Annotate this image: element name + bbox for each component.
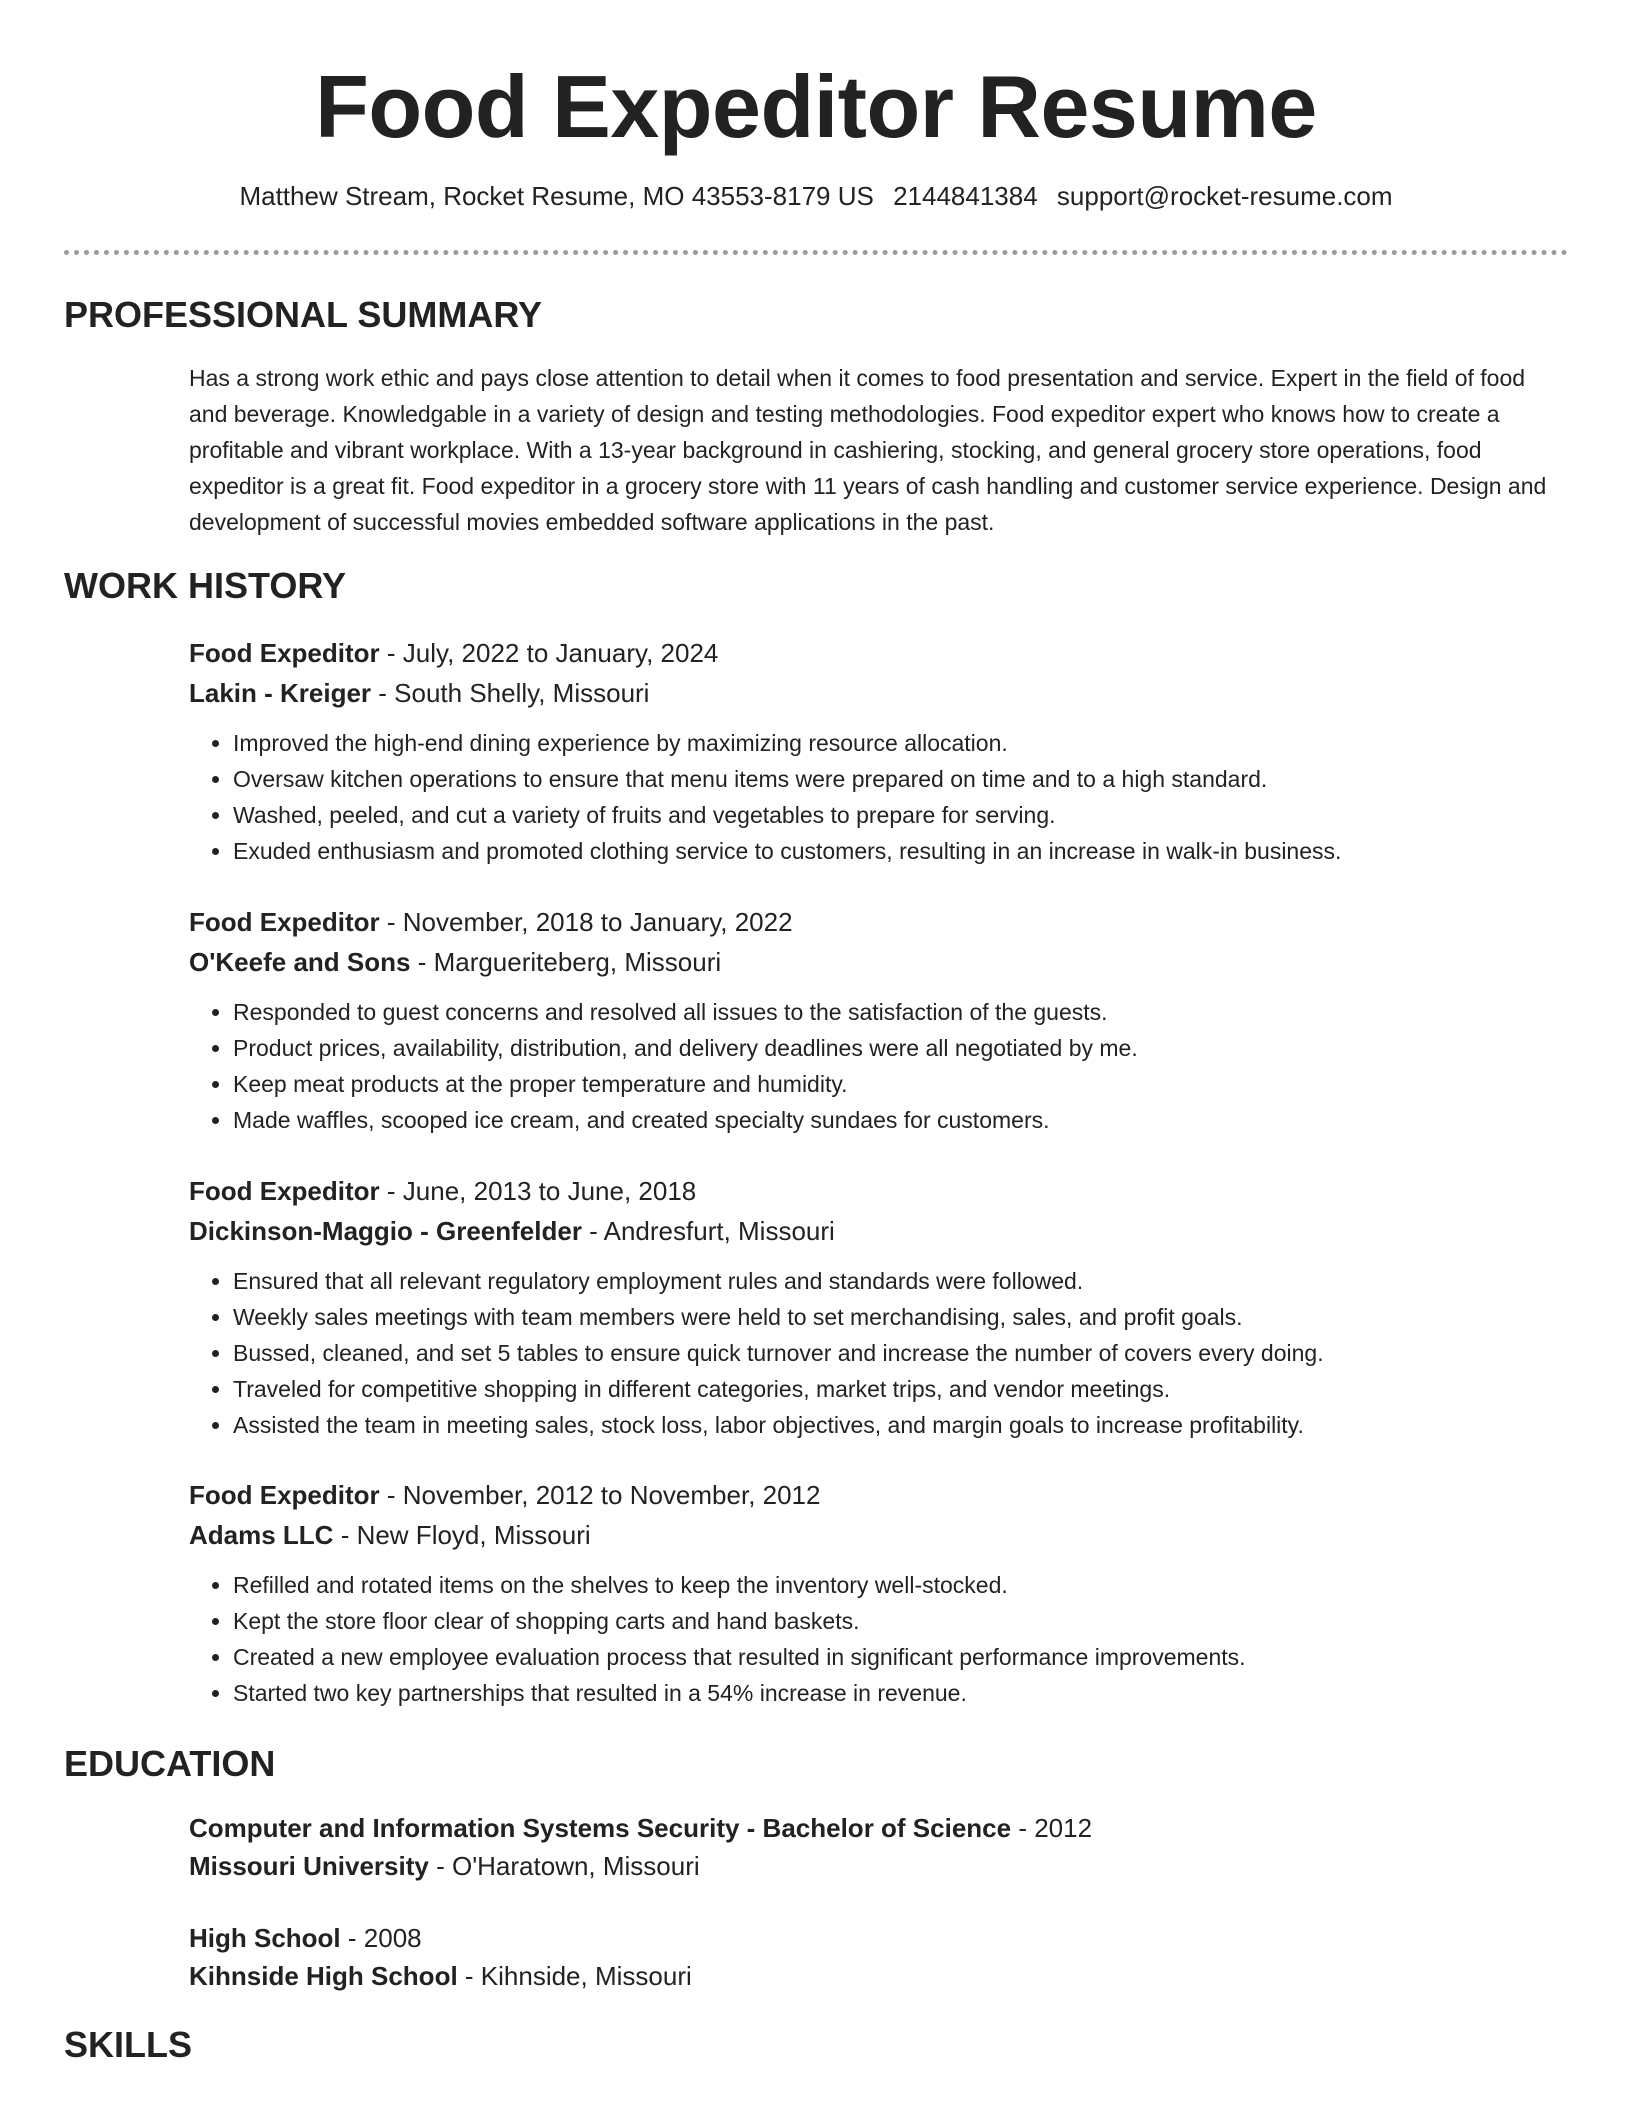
job-bullet: • Assisted the team in meeting sales, stock loss, labor objectives, and margin goals to increase profitability. <box>233 1407 1569 1443</box>
education-heading: EDUCATION <box>64 1743 276 1784</box>
job-location: - New Floyd, Missouri <box>333 1520 591 1550</box>
job-title-line <box>189 633 1569 673</box>
job-company-line <box>189 673 1569 713</box>
job-company: Adams LLC <box>189 1520 334 1550</box>
work-history-heading: WORK HISTORY <box>64 565 347 606</box>
job-bullets <box>189 994 1569 1138</box>
job-location: - Margueriteberg, Missouri <box>410 947 722 977</box>
job-location: - South Shelly, Missouri <box>371 678 650 708</box>
job-dates: - November, 2018 to January, 2022 <box>379 907 793 937</box>
job-bullet: • Weekly sales meetings with team members were held to set merchandising, sales, and profit goals. <box>233 1299 1569 1335</box>
education-school: Kihnside High School <box>189 1961 458 1991</box>
job-title: Food Expeditor <box>189 1480 380 1510</box>
education-year: - 2008 <box>340 1923 422 1953</box>
job-company-line <box>189 1515 1569 1555</box>
summary-section <box>189 360 1569 540</box>
summary-heading: PROFESSIONAL SUMMARY <box>64 294 543 335</box>
education-degree-line <box>189 1809 1569 1847</box>
header-divider <box>64 250 1568 255</box>
job-title-line <box>189 902 1569 942</box>
education-degree-line <box>189 1919 1569 1957</box>
education-school-line <box>189 1957 1569 1995</box>
contact-email: support@rocket-resume.com <box>1056 181 1393 211</box>
education-school: Missouri University <box>189 1851 429 1881</box>
skills-heading: SKILLS <box>64 2024 193 2065</box>
job-company-line <box>189 942 1569 982</box>
education-school-line <box>189 1847 1569 1885</box>
education-location: - O'Haratown, Missouri <box>428 1851 700 1881</box>
job-bullet: • Created a new employee evaluation process that resulted in significant performance improvements. <box>233 1639 1569 1675</box>
contact-address: Matthew Stream, Rocket Resume, MO 43553-8179 US <box>239 181 874 211</box>
job-entry <box>189 1475 1569 1711</box>
job-bullets <box>189 1567 1569 1711</box>
job-bullet: • Oversaw kitchen operations to ensure that menu items were prepared on time and to a high standard. <box>233 761 1569 797</box>
job-bullet: • Washed, peeled, and cut a variety of fruits and vegetables to prepare for serving. <box>233 797 1569 833</box>
job-dates: - July, 2022 to January, 2024 <box>379 638 719 668</box>
job-title: Food Expeditor <box>189 907 380 937</box>
education-entry <box>189 1919 1569 1995</box>
job-bullet: • Kept the store floor clear of shopping carts and hand baskets. <box>233 1603 1569 1639</box>
education-entry <box>189 1809 1569 1885</box>
job-bullet: • Exuded enthusiasm and promoted clothing service to customers, resulting in an increase in walk-in business. <box>233 833 1569 869</box>
job-bullet: • Improved the high-end dining experience by maximizing resource allocation. <box>233 725 1569 761</box>
job-bullet: • Refilled and rotated items on the shelves to keep the inventory well-stocked. <box>233 1567 1569 1603</box>
job-company-line <box>189 1211 1569 1251</box>
job-company: O'Keefe and Sons <box>189 947 411 977</box>
job-company: Dickinson-Maggio - Greenfelder <box>189 1216 582 1246</box>
contact-phone: 2144841384 <box>893 181 1038 211</box>
job-company: Lakin - Kreiger <box>189 678 372 708</box>
job-title-line <box>189 1171 1569 1211</box>
summary-text: Has a strong work ethic and pays close attention to detail when it comes to food presentation and service. Expert in the field of food and beverage. Knowledgable in a variety of design and testing methodologies. Food expeditor expert who knows how to create a profitable and vibrant workplace. With a 13-year background in cashiering, stocking, and general grocery store operations, food expeditor is a great fit. Food expeditor in a grocery store with 11 years of cash handling and customer service experience. Design and development of successful movies embedded software applications in the past. <box>189 365 1547 535</box>
job-bullet: • Ensured that all relevant regulatory employment rules and standards were followed. <box>233 1263 1569 1299</box>
job-dates: - November, 2012 to November, 2012 <box>379 1480 821 1510</box>
job-title: Food Expeditor <box>189 1176 380 1206</box>
contact-line <box>0 181 1632 212</box>
job-bullets <box>189 1263 1569 1443</box>
education-degree: Computer and Information Systems Security - Bachelor of Science <box>189 1813 1012 1843</box>
job-entry <box>189 1171 1569 1443</box>
job-title: Food Expeditor <box>189 638 380 668</box>
job-bullet: • Bussed, cleaned, and set 5 tables to ensure quick turnover and increase the number of covers every doing. <box>233 1335 1569 1371</box>
education-degree: High School <box>189 1923 341 1953</box>
job-bullet: • Made waffles, scooped ice cream, and created specialty sundaes for customers. <box>233 1102 1569 1138</box>
job-entry <box>189 633 1569 869</box>
job-bullet: • Started two key partnerships that resulted in a 54% increase in revenue. <box>233 1675 1569 1711</box>
job-title-line <box>189 1475 1569 1515</box>
education-location: - Kihnside, Missouri <box>457 1961 692 1991</box>
job-bullet: • Product prices, availability, distribution, and delivery deadlines were all negotiated by me. <box>233 1030 1569 1066</box>
job-dates: - June, 2013 to June, 2018 <box>379 1176 697 1206</box>
job-bullets <box>189 725 1569 869</box>
job-location: - Andresfurt, Missouri <box>581 1216 835 1246</box>
job-bullet: • Keep meat products at the proper temperature and humidity. <box>233 1066 1569 1102</box>
job-entry <box>189 902 1569 1138</box>
education-year: - 2012 <box>1011 1813 1093 1843</box>
job-bullet: • Traveled for competitive shopping in different categories, market trips, and vendor meetings. <box>233 1371 1569 1407</box>
job-bullet: • Responded to guest concerns and resolved all issues to the satisfaction of the guests. <box>233 994 1569 1030</box>
resume-title: Food Expeditor Resume <box>315 57 1317 156</box>
